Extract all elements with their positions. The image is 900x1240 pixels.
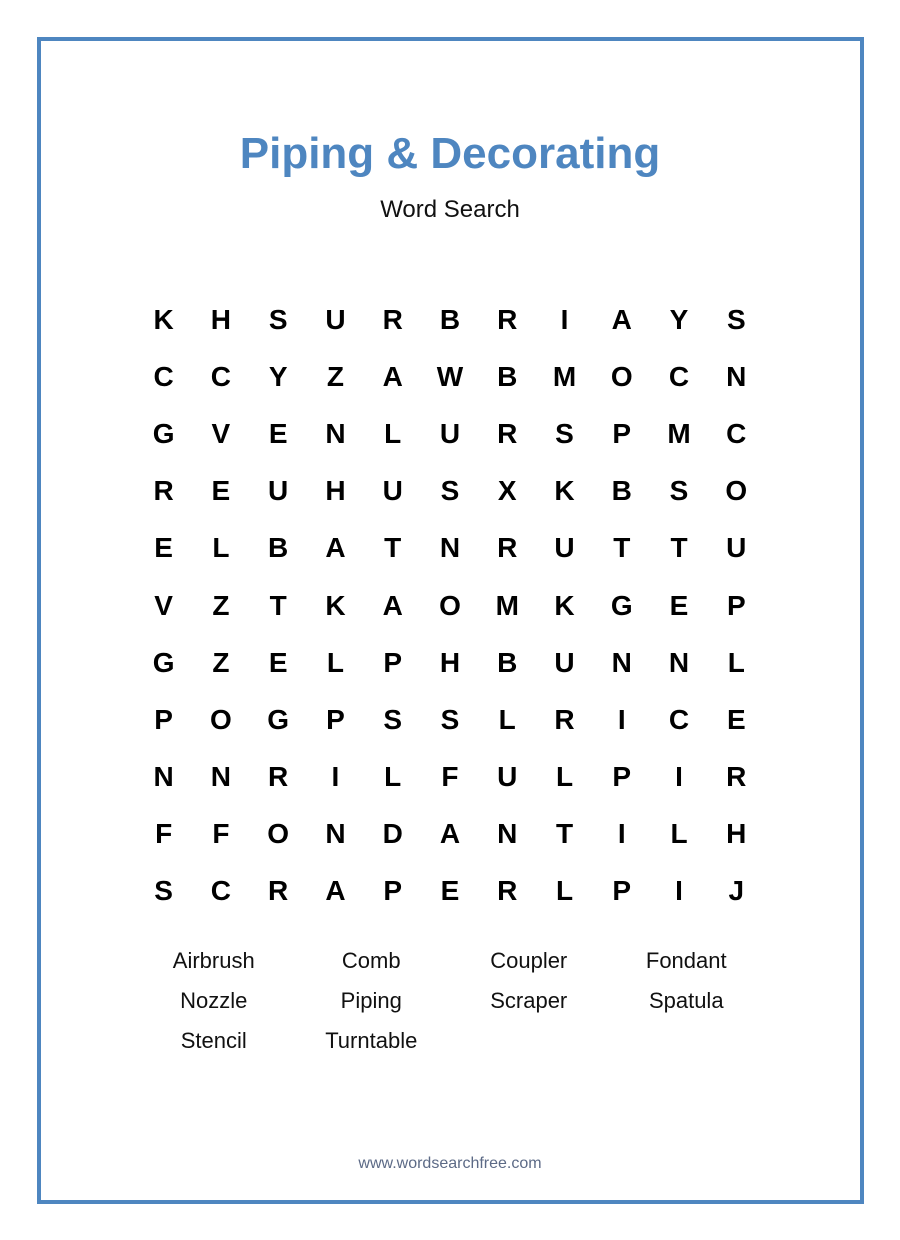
grid-letter: V [211,417,231,449]
grid-letter: Z [212,589,230,621]
grid-letter: E [268,646,288,678]
grid-letter: S [440,703,460,735]
grid-letter: Z [326,360,344,392]
page-title: Piping & Decorating [239,129,661,178]
grid-letter: F [155,818,173,850]
grid-letter: B [439,303,461,335]
grid-letter: U [554,532,575,564]
grid-letter: L [670,818,688,850]
grid-letter: I [617,818,626,850]
grid-letter: H [726,818,747,850]
grid-letter: R [497,303,518,335]
grid-letter: F [212,818,230,850]
grid-letter: A [611,303,632,335]
grid-letter: T [670,532,688,564]
grid-letter: C [210,360,232,392]
grid-letter: B [268,532,289,564]
grid-letter: K [554,589,575,621]
footer-website: www.wordsearchfree.com [358,1155,542,1172]
grid-letter: S [440,475,460,507]
grid-letter: L [212,532,230,564]
grid-letter: A [382,589,403,621]
word-list-item: Coupler [490,948,568,973]
grid-letter: N [210,761,232,793]
grid-letter: N [325,417,346,449]
grid-letter: U [439,417,461,449]
grid-letter: W [436,360,464,392]
grid-letter: S [726,303,746,335]
grid-letter: N [668,646,690,678]
grid-letter: Y [268,360,288,392]
grid-letter: U [554,646,575,678]
grid-letter: P [383,875,403,907]
grid-letter: T [613,532,631,564]
grid-letter: C [668,360,690,392]
grid-letter: L [727,646,745,678]
word-list-item: Scraper [490,988,568,1013]
grid-letter: B [611,475,632,507]
grid-letter: H [325,475,346,507]
word-list-item: Piping [340,988,402,1013]
grid-letter: T [384,532,402,564]
grid-letter: C [210,875,232,907]
grid-letter: I [617,703,626,735]
grid-letter: G [152,646,175,678]
grid-letter: B [497,646,518,678]
grid-letter: R [497,417,518,449]
grid-letter: J [728,875,745,907]
grid-letter: E [669,589,689,621]
grid-letter: N [153,761,174,793]
grid-letter: E [268,417,288,449]
word-list-item: Nozzle [180,988,248,1013]
grid-letter: E [726,703,746,735]
grid-letter: X [497,475,517,507]
grid-letter: H [439,646,461,678]
grid-letter: S [383,703,403,735]
grid-letter: O [610,360,633,392]
grid-letter: R [268,761,289,793]
grid-letter: R [497,875,518,907]
grid-letter: T [555,818,574,850]
grid-letter: B [497,360,518,392]
grid-letter: M [552,360,577,392]
grid-letter: R [726,761,747,793]
grid-letter: I [560,303,569,335]
grid-letter: K [325,589,346,621]
grid-letter: P [612,761,632,793]
grid-letter: U [268,475,289,507]
grid-letter: L [384,761,402,793]
grid-letter: C [668,703,690,735]
grid-letter: P [726,589,746,621]
grid-letter: U [497,761,518,793]
grid-letter: R [268,875,289,907]
grid-letter: P [383,646,403,678]
grid-letter: N [325,818,346,850]
grid-letter: L [326,646,344,678]
grid-letter: O [267,818,290,850]
grid-letter: T [269,589,287,621]
grid-letter: P [612,417,632,449]
grid-letter: H [210,303,232,335]
grid-letter: K [554,475,575,507]
grid-letter: E [154,532,173,564]
grid-letter: V [154,589,173,621]
grid-letter: E [440,875,460,907]
grid-letter: G [267,703,290,735]
grid-letter: R [153,475,174,507]
letter-grid [135,291,765,920]
grid-letter: L [498,703,516,735]
grid-letter: N [726,360,747,392]
grid-letter: Z [212,646,230,678]
grid-letter: P [326,703,345,735]
grid-letter: S [268,303,288,335]
grid-letter: G [610,589,633,621]
grid-letter: O [210,703,232,735]
grid-letter: P [612,875,632,907]
grid-letter: G [152,417,175,449]
grid-letter: R [497,532,518,564]
grid-letter: N [439,532,461,564]
grid-letter: U [382,475,403,507]
word-list-item: Comb [341,948,401,973]
grid-letter: A [325,875,346,907]
grid-letter: M [667,417,691,449]
grid-letter: O [725,475,748,507]
grid-letter: I [675,761,683,793]
word-list-item: Turntable [325,1028,418,1053]
word-list [135,945,765,1065]
word-list-item: Spatula [648,988,724,1013]
grid-letter: R [382,303,403,335]
word-list-item: Fondant [645,948,727,973]
grid-letter: I [331,761,340,793]
grid-letter: A [439,818,461,850]
grid-letter: I [675,875,683,907]
grid-letter: R [554,703,575,735]
grid-letter: L [384,417,402,449]
grid-letter: C [153,360,174,392]
grid-letter: M [495,589,519,621]
word-list-item: Stencil [180,1028,247,1053]
grid-letter: N [611,646,632,678]
grid-letter: E [211,475,231,507]
grid-letter: L [555,875,574,907]
grid-letter: U [726,532,747,564]
grid-letter: S [154,875,173,907]
grid-letter: S [555,417,574,449]
grid-letter: D [382,818,403,850]
grid-letter: P [154,703,173,735]
grid-letter: U [325,303,346,335]
grid-letter: S [669,475,689,507]
grid-letter: L [555,761,574,793]
page-subtitle: Word Search [380,196,520,223]
grid-letter: K [153,303,174,335]
grid-letter: O [439,589,461,621]
grid-letter: C [726,417,747,449]
grid-letter: A [325,532,346,564]
grid-letter: A [382,360,403,392]
word-list-item: Airbrush [172,948,255,973]
grid-letter: Y [669,303,689,335]
grid-letter: F [441,761,459,793]
grid-letter: N [497,818,518,850]
